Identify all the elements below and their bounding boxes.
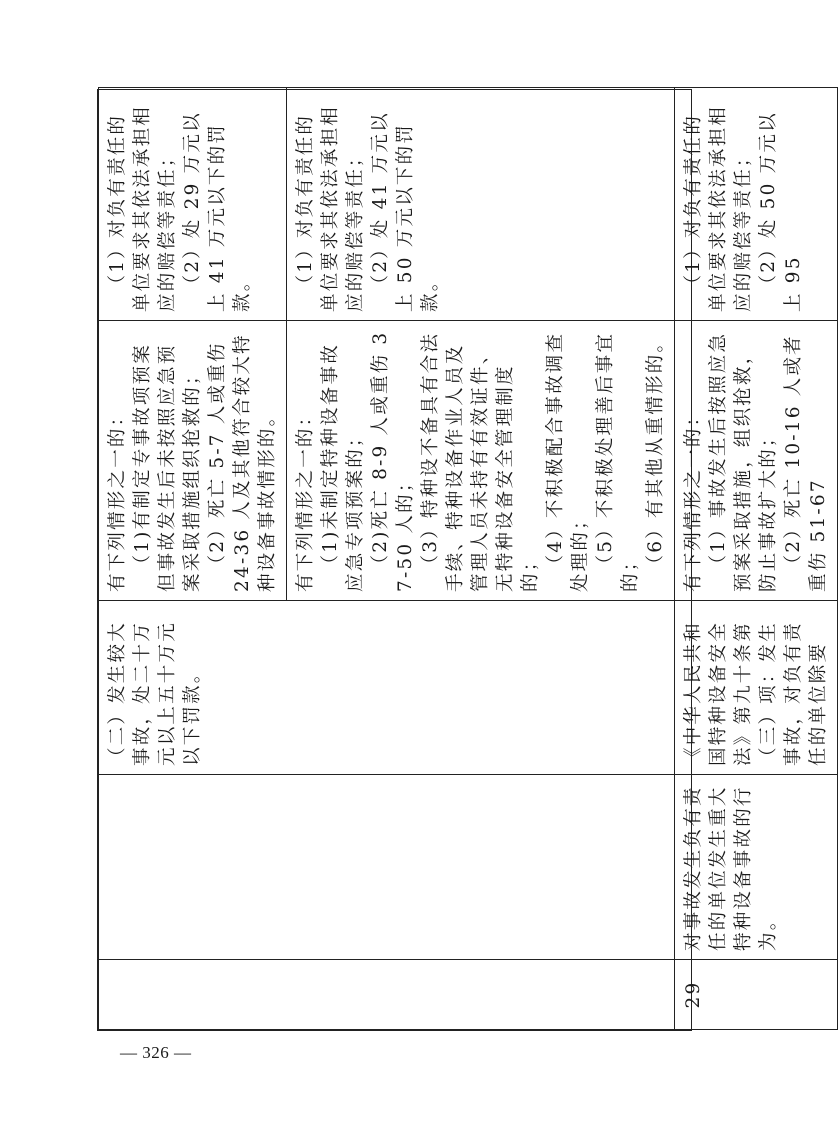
situation-line: （3）特种设不备具有合法手续、特种设备作业人员及管理人员未持有有效证件、无特种设备安全管理制度的； [420,331,541,592]
situation-line: （1)未制定特种设备事故应急专项预案的； [320,343,366,592]
table-row [99,88,287,1030]
row-number-cell: 29 [675,960,838,1030]
penalty-line: （1）对负有责任的单位要求其依法承担相应的赔偿等责任； [107,104,178,312]
situation-line: （1)有制定专事故项预案但事故发生后未按照应急预案采取措施组织抢救的； [132,343,203,592]
penalty-cell [287,88,675,321]
situation-line: 有下列情形之一的： [107,405,128,592]
situation-line: （6）有其他从重情形的。 [645,331,666,574]
situation-cell [99,321,287,601]
penalty-standard-table [98,87,838,1030]
behavior-cell: 对事故发生负有责任的单位发生重大特种设备事故的行为。 [675,775,838,960]
penalty-line: （2）处 50 万元以上 95 [758,111,804,312]
page-number: — 326 — [120,1043,192,1062]
penalty-cell [99,88,287,321]
situation-line: （2）死亡 5-7 人或重伤 24-36 人及其他符合较大特种设备事故情形的。 [207,333,278,592]
penalty-line: （1）对负有责任的单位要求其依法承担相应的赔偿等责任； [295,104,366,312]
table-row [675,88,838,1030]
situation-cell [675,321,838,601]
behavior-cell [99,775,675,960]
row-number-cell [99,960,675,1030]
situation-line: 有下列情形之一的： [683,405,704,592]
situation-line: （2)死亡 8-9 人或重伤 37-50 人的； [370,330,416,592]
penalty-line: （1）对负有责任的单位要求其依法承担相应的赔偿等责任； [683,104,754,312]
situation-line: （2）死亡 10-16 人或者重伤 51-67 [783,334,829,592]
penalty-line: （2）处 41 万元以上 50 万元以下的罚款。 [370,111,441,312]
penalty-cell [675,88,838,321]
penalty-table [97,89,829,1031]
situation-line: 有下列情形之一的： [295,405,316,592]
situation-cell [287,321,675,601]
legal-basis-cell: （二）发生较大事故，处二十万元以上五十万元以下罚款。 [99,601,675,775]
penalty-line: （2）处 29 万元以上 41 万元以下的罚款。 [182,111,253,312]
situation-line: （1）事故发生后按照应急预案采取措施，组织抢救，防止事故扩大的； [708,331,779,592]
legal-basis-cell: 《中华人民共和国特种设备安全法》第九十条第（三）项：发生事故，对负有责任的单位除要 [675,601,838,775]
rotated-table-frame [97,89,829,1031]
situation-line: （4）不积极配合事故调查处理的； [545,331,591,592]
situation-line: （5）不积极处理善后事宜的； [595,331,641,592]
